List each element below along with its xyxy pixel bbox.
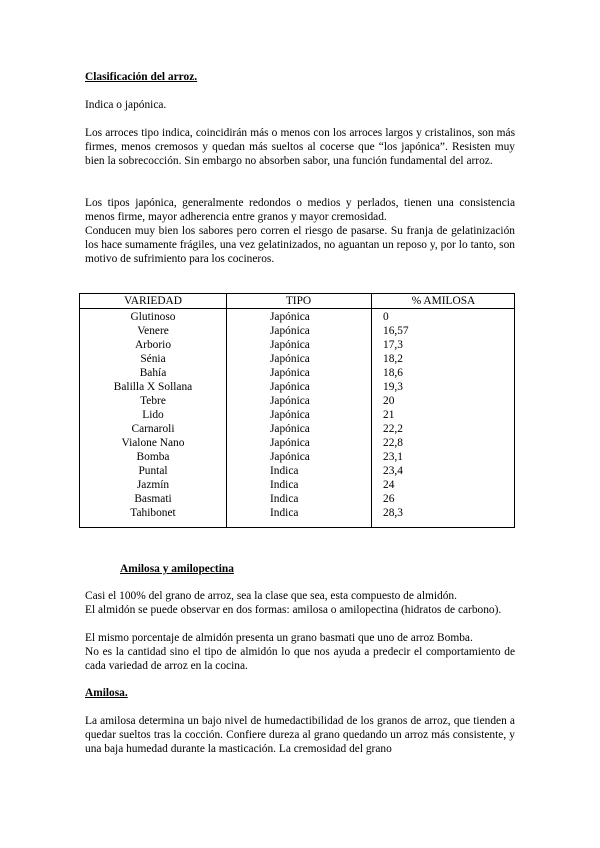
subheading-indica-japonica: Indica o japónica. <box>85 99 167 111</box>
cell-tipo: Indica <box>270 465 299 477</box>
cell-variedad: Bomba <box>136 451 170 463</box>
cell-amilosa: 23,4 <box>383 465 403 477</box>
cell-tipo: Japónica <box>270 367 310 379</box>
cell-variedad: Bahía <box>139 367 167 379</box>
cell-variedad: Puntal <box>138 465 168 477</box>
amilosa-table <box>79 293 515 528</box>
cell-amilosa: 24 <box>383 479 395 491</box>
line-basmati-bomba: El mismo porcentaje de almidón presenta un grano basmati que uno de arroz Bomba. <box>85 632 473 644</box>
cell-tipo: Japónica <box>270 451 310 463</box>
cell-amilosa: 19,3 <box>383 381 403 393</box>
header-amilosa: % AMILOSA <box>411 295 476 307</box>
cell-amilosa: 28,3 <box>383 507 403 519</box>
cell-amilosa: 20 <box>383 395 395 407</box>
cell-tipo: Japónica <box>270 325 310 337</box>
cell-amilosa: 18,6 <box>383 367 403 379</box>
cell-tipo: Japónica <box>270 381 310 393</box>
header-variedad: VARIEDAD <box>123 295 182 307</box>
cell-tipo: Japónica <box>270 437 310 449</box>
paragraph-sabores: Conducen muy bien los sabores pero corren el riesgo de pasarse. Su franja de gelatinización los hace sumamente frágiles, una vez gelatinizados, no aguantan un reposo y, por lo tanto, son motivo de sufrimiento para los cocineros. <box>85 225 515 265</box>
cell-variedad: Jazmín <box>136 479 170 491</box>
cell-amilosa: 22,2 <box>383 423 403 435</box>
cell-tipo: Indica <box>270 493 299 505</box>
cell-tipo: Japónica <box>270 423 310 435</box>
table-column-divider <box>226 294 227 527</box>
cell-amilosa: 0 <box>383 311 389 323</box>
cell-tipo: Japónica <box>270 353 310 365</box>
cell-tipo: Japónica <box>270 339 310 351</box>
cell-variedad: Tahibonet <box>130 507 176 519</box>
cell-variedad: Glutinoso <box>130 311 176 323</box>
header-tipo: TIPO <box>285 295 312 307</box>
cell-amilosa: 22,8 <box>383 437 403 449</box>
cell-amilosa: 16,57 <box>383 325 409 337</box>
heading-clasificacion: Clasificación del arroz. <box>85 71 198 83</box>
cell-variedad: Vialone Nano <box>121 437 185 449</box>
cell-variedad: Basmati <box>134 493 172 505</box>
cell-variedad: Tebre <box>140 395 166 407</box>
cell-amilosa: 18,2 <box>383 353 403 365</box>
cell-amilosa: 23,1 <box>383 451 403 463</box>
table-column-divider <box>371 294 372 527</box>
heading-amilosa-amilopectina: Amilosa y amilopectina <box>120 563 234 575</box>
cell-tipo: Indica <box>270 507 299 519</box>
paragraph-indica: Los arroces tipo indica, coincidirán más o menos con los arroces largos y cristalinos, son más firmes, menos cremosos y quedan más sueltos al cocerse que “los japónica”. Resisten muy bien la sobrecocción. Sin embargo no absorben sabor, una función fundamental del arroz. <box>85 127 515 167</box>
cell-tipo: Japónica <box>270 409 310 421</box>
cell-amilosa: 17,3 <box>383 339 403 351</box>
cell-variedad: Arborio <box>134 339 172 351</box>
cell-tipo: Japónica <box>270 395 310 407</box>
cell-variedad: Venere <box>137 325 169 337</box>
cell-tipo: Indica <box>270 479 299 491</box>
cell-amilosa: 26 <box>383 493 395 505</box>
paragraph-formas-almidon: El almidón se puede observar en dos formas: amilosa o amilopectina (hidratos de carbono). <box>85 604 502 616</box>
cell-tipo: Japónica <box>270 311 310 323</box>
cell-variedad: Sénia <box>140 353 166 365</box>
table-header-divider <box>80 308 514 309</box>
paragraph-japonica: Los tipos japónica, generalmente redondos o medios y perlados, tienen una consistencia menos firme, mayor adherencia entre granos y mayor cremosidad. <box>85 197 515 223</box>
cell-variedad: Carnaroli <box>131 423 175 435</box>
paragraph-amilosa: La amilosa determina un bajo nivel de humedactibilidad de los granos de arroz, que tienden a quedar sueltos tras la cocción. Confiere dureza al grano quedando un arroz más consistente, y una baja humedad durante la masticación. La cremosidad del grano <box>85 715 515 755</box>
cell-variedad: Lido <box>142 409 164 421</box>
cell-variedad: Balilla X Sollana <box>113 381 193 393</box>
paragraph-tipo-almidon: No es la cantidad sino el tipo de almidón lo que nos ayuda a predecir el comportamiento de cada variedad de arroz en la cocina. <box>85 646 515 672</box>
line-almidon: Casi el 100% del grano de arroz, sea la clase que sea, esta compuesto de almidón. <box>85 590 457 602</box>
heading-amilosa: Amilosa. <box>85 687 128 699</box>
cell-amilosa: 21 <box>383 409 395 421</box>
